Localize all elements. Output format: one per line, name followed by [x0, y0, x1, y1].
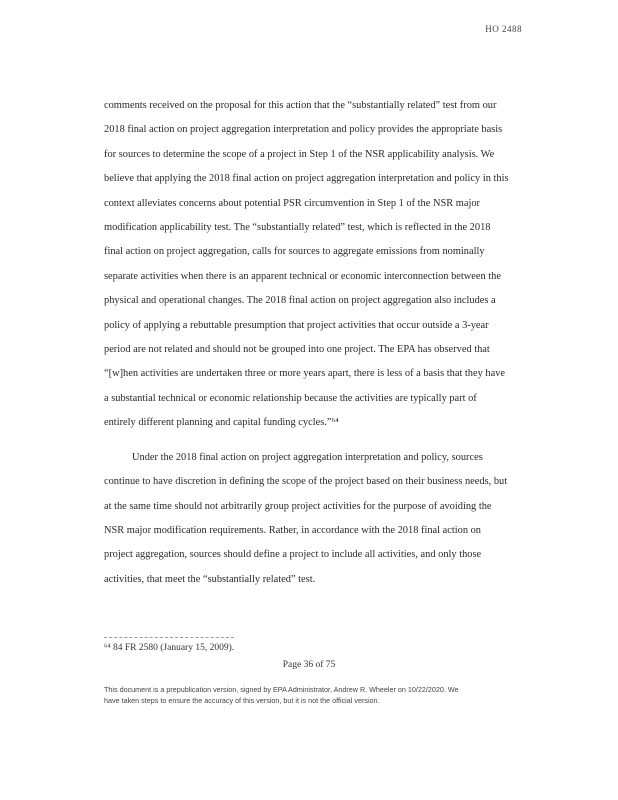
text-line: activities, that meet the “substantially related” test.	[104, 573, 316, 585]
page-number: Page 36 of 75	[282, 660, 336, 670]
text-line: final action on project aggregation, calls for sources to aggregate emissions from nominally	[104, 246, 485, 258]
text-line: policy of applying a rebuttable presumption that project activities that occur outside a 3-year	[104, 319, 489, 331]
footnote: ⁶⁴ 84 FR 2580 (January 15, 2009).	[104, 643, 235, 653]
text-line: at the same time should not arbitrarily group project activities for the purpose of avoiding the	[104, 500, 492, 512]
text-line: Under the 2018 final action on project aggregation interpretation and policy, sources	[132, 451, 483, 463]
text-line: comments received on the proposal for this action that the “substantially related” test from our	[104, 100, 497, 111]
text-line: for sources to determine the scope of a project in Step 1 of the NSR applicability analysis. We	[104, 148, 495, 160]
text-line: separate activities when there is an apparent technical or economic interconnection between the	[104, 270, 501, 282]
text-line: believe that applying the 2018 final action on project aggregation interpretation and policy in this	[104, 173, 509, 185]
text-line: context alleviates concerns about potential PSR circumvention in Step 1 of the NSR major	[104, 197, 481, 209]
text-line: modification applicability test. The “substantially related” test, which is reflected in the 2018	[104, 222, 491, 234]
disclaimer-line: have taken steps to ensure the accuracy of this version, but it is not the official version.	[104, 696, 380, 705]
paragraph-2	[104, 446, 516, 592]
document-id: HO 2488	[485, 24, 522, 34]
text-line: “[w]hen activities are undertaken three or more years apart, there is less of a basis that they have	[104, 368, 506, 380]
footnote-divider	[104, 637, 234, 638]
text-line: entirely different planning and capital funding cycles.”⁶⁴	[104, 417, 339, 429]
text-line: 2018 final action on project aggregation interpretation and policy provides the appropriate basis	[104, 124, 503, 136]
text-line: period are not related and should not be grouped into one project. The EPA has observed that	[104, 344, 490, 356]
prepublication-disclaimer	[104, 684, 524, 706]
text-line: NSR major modification requirements. Rather, in accordance with the 2018 final action on	[104, 524, 481, 536]
text-line: physical and operational changes. The 2018 final action on project aggregation also includes a	[104, 295, 496, 307]
paragraph-1	[104, 94, 516, 436]
text-line: a substantial technical or economic relationship because the activities are typically part of	[104, 392, 477, 404]
disclaimer-line: This document is a prepublication version, signed by EPA Administrator, Andrew R. Wheeler on 10/22/2020. We	[104, 685, 459, 694]
body-text	[104, 94, 516, 592]
text-line: project aggregation, sources should define a project to include all activities, and only those	[104, 549, 482, 561]
text-line: continue to have discretion in defining the scope of the project based on their business needs, but	[104, 476, 508, 488]
